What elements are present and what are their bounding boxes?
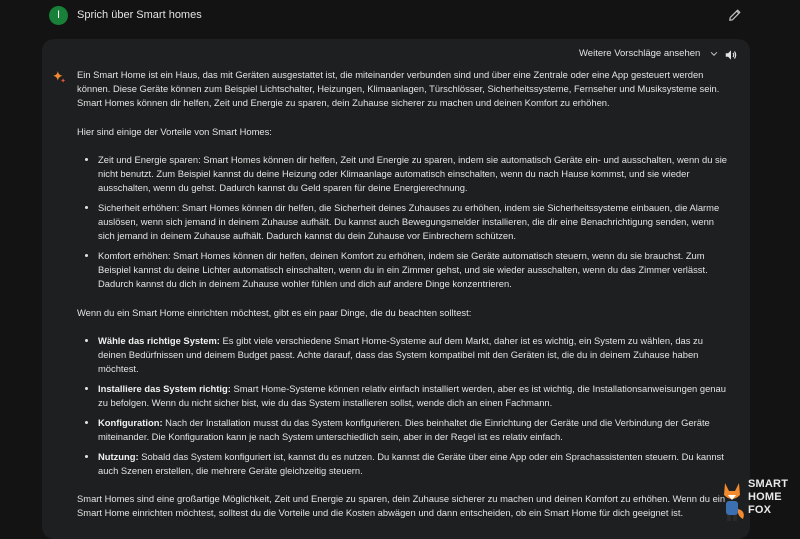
conclusion-paragraph: Smart Homes sind eine großartige Möglichkeit, Zeit und Energie zu sparen, dein Zuhause sicherer zu machen und deinen Komfort zu erhöhen. Wenn du ein Smart Home einrichten möchtest, solltest du die Vorteile und die Kosten abwägen und dann entscheiden, ob ein Smart Home für dich geeignet ist. — [77, 493, 726, 519]
prompt-text: Sprich über Smart homes — [77, 9, 202, 21]
advantages-heading: Hier sind einige der Vorteile von Smart Homes: — [77, 125, 272, 137]
chevron-down-icon — [709, 49, 719, 59]
response-card — [42, 39, 750, 539]
response-text — [77, 68, 727, 535]
step-title: Wähle das richtige System: — [98, 334, 220, 346]
logo-line: SMART — [748, 478, 789, 490]
list-item — [98, 382, 727, 410]
step-title: Nutzung: — [98, 450, 139, 462]
advantages-list — [77, 153, 727, 292]
list-item: • Komfort erhöhen: Smart Homes können dir helfen, deinen Komfort zu erhöhen, indem sie Geräte automatisch steuern, wenn du sie brauchst. Zum Beispiel kannst du deine Lichter automatisch einschalten, wenn du in ein Zimmer gehst, und sie wieder ausschalten, wenn du das Zimmer verlässt. Dadurch kannst du dich in deinem Zuhause wohler fühlen und dich auf andere Dinge konzentrieren. — [98, 249, 727, 292]
fox-icon — [717, 479, 747, 523]
logo-line: FOX — [748, 504, 772, 516]
steps-list — [77, 334, 727, 478]
intro-paragraph: Ein Smart Home ist ein Haus, das mit Geräten ausgestattet ist, die miteinander verbunden sind und über eine Zentrale oder eine App gesteuert werden können. Diese Geräte können zum Beispiel Lichtschalter, Heizungen, Klimaanlagen, Türschlösser, Sicherheitssysteme, Fernseher und Musiksysteme sein. Smart Homes können dir helfen, Zeit und Energie zu sparen, dein Zuhause sicherer zu machen und deinen Komfort zu erhöhen. — [77, 69, 720, 109]
list-item — [98, 334, 727, 377]
step-title: Konfiguration: — [98, 416, 163, 428]
step-title: Installiere das System richtig: — [98, 382, 231, 394]
list-item — [98, 450, 727, 478]
user-avatar: I — [49, 6, 68, 25]
prompt-bar — [0, 0, 800, 32]
speaker-icon[interactable] — [724, 48, 738, 62]
logo-wordmark — [748, 478, 788, 517]
sparkle-icon — [52, 70, 66, 84]
show-drafts-button[interactable] — [579, 48, 719, 59]
logo-line: HOME — [748, 491, 782, 503]
list-item: • Sicherheit erhöhen: Smart Homes können dir helfen, die Sicherheit deines Zuhauses zu erhöhen, indem sie Sicherheitssysteme einbauen, die Alarme auslösen, wenn sich jemand in deinem Zuhause aufhält. Du kannst auch Bewegungsmelder installieren, die dir eine Benachrichtigung senden, wenn sich jemand in deinem Zuhause aufhält. Dadurch kannst du dein Zuhause vor Einbrechern schützen. — [98, 201, 727, 244]
list-item: • Zeit und Energie sparen: Smart Homes können dir helfen, Zeit und Energie zu sparen, indem sie automatisch Geräte ein- und ausschalten, wenn du sie nicht benutzt. Zum Beispiel kannst du deine Heizung oder Klimaanlage automatisch einschalten, wenn du nach Hause kommst, und sie wieder ausschalten, wenn du gehst. Dadurch kannst du Geld sparen für deine Energierechnung. — [98, 153, 727, 196]
step-text: Es gibt viele verschiedene Smart Home-Systeme auf dem Markt, daher ist es wichtig, ein System zu wählen, das zu deinen Bedürfnissen und deinem Budget passt. Achte darauf, dass das System kompatibel mit den Geräten ist, die du in deinem Zuhause haben möchtest. — [98, 334, 703, 375]
edit-pencil-icon[interactable] — [728, 8, 742, 22]
show-drafts-label: Weitere Vorschläge ansehen — [579, 48, 701, 59]
smart-home-fox-logo — [717, 475, 800, 528]
step-text: Smart Home-Systeme können relativ einfach installiert werden, aber es ist wichtig, die Installationsanweisungen genau zu befolgen. Wenn du nicht sicher bist, wie du das System installieren sollst, wende dich an einen Fachmann. — [98, 382, 726, 409]
list-item — [98, 416, 727, 444]
steps-heading: Wenn du ein Smart Home einrichten möchtest, gibt es ein paar Dinge, die du beachten solltest: — [77, 306, 472, 318]
step-text: Nach der Installation musst du das System konfigurieren. Dies beinhaltet die Einrichtung der Geräte und die Verbindung der Geräte miteinander. Die Konfiguration kann je nach System unterschiedlich sein, aber in der Regel ist es relativ einfach. — [98, 416, 710, 443]
step-text: Sobald das System konfiguriert ist, kannst du es nutzen. Du kannst die Geräte über eine App oder ein Sprachassistenten steuern. Du kannst auch Szenen erstellen, die mehrere Geräte gleichzeitig steuern. — [98, 450, 724, 476]
